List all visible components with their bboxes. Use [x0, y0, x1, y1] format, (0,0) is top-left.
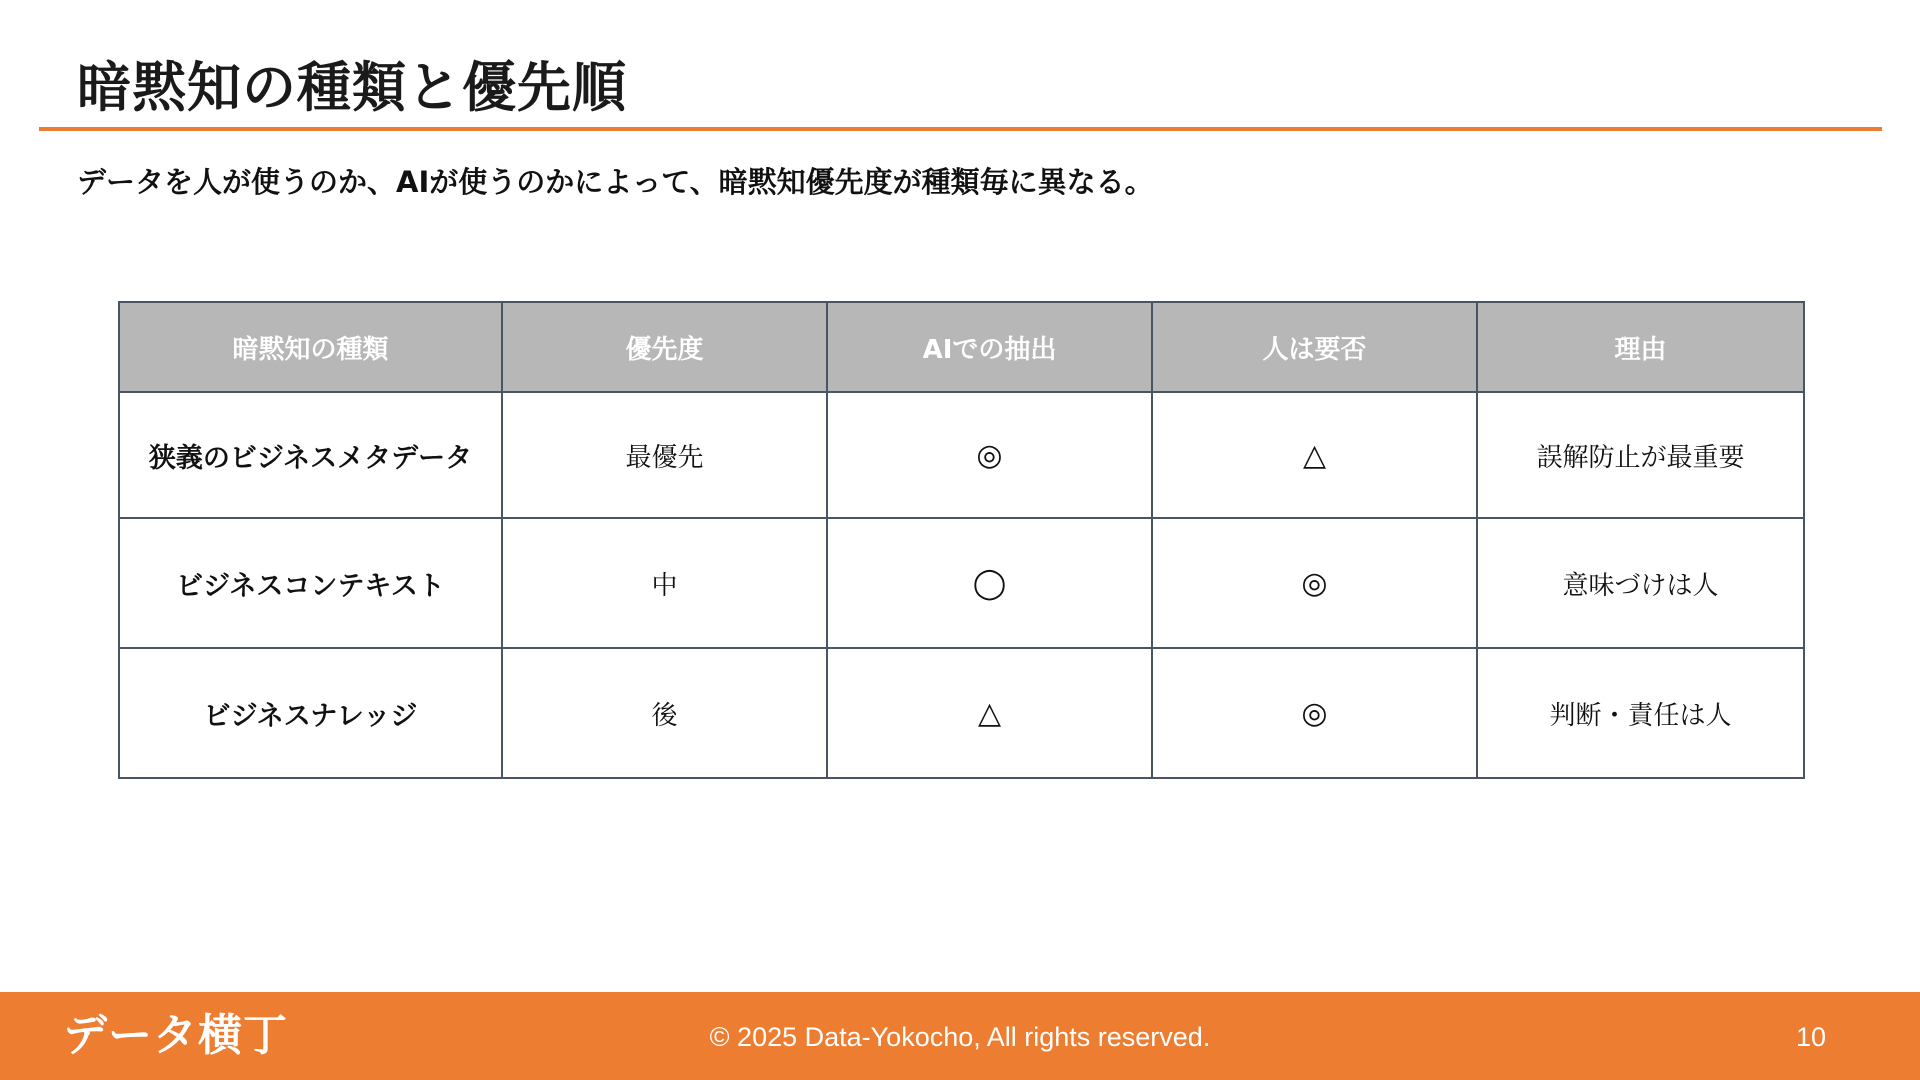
reason-cell: 判断・責任は人	[1477, 648, 1804, 778]
row-label: ビジネスナレッジ	[119, 648, 502, 778]
header-cell-priority: 優先度	[502, 302, 827, 392]
header-cell-ai-extraction: AIでの抽出	[827, 302, 1152, 392]
priority-table	[118, 301, 1805, 779]
priority-cell: 後	[502, 648, 827, 778]
priority-cell: 最優先	[502, 392, 827, 518]
row-label: 狭義のビジネスメタデータ	[119, 392, 502, 518]
page-number: 10	[1795, 1022, 1826, 1052]
footer-logo: データ横丁	[63, 1010, 288, 1061]
human-need-cell: ◎	[1152, 648, 1477, 778]
reason-cell: 意味づけは人	[1477, 518, 1804, 648]
header-cell-reason: 理由	[1477, 302, 1804, 392]
human-need-cell: ◎	[1152, 518, 1477, 648]
table-row	[119, 392, 1804, 518]
ai-extraction-cell: ◯	[827, 518, 1152, 648]
ai-extraction-cell: ◎	[827, 392, 1152, 518]
title-underline	[39, 127, 1882, 131]
table-row	[119, 518, 1804, 648]
row-label: ビジネスコンテキスト	[119, 518, 502, 648]
header-cell-human-need: 人は要否	[1152, 302, 1477, 392]
priority-table-container	[118, 301, 1803, 779]
footer-bar	[0, 992, 1920, 1080]
slide-title: 暗黙知の種類と優先順	[77, 56, 627, 119]
slide-subtitle: データを人が使うのか、AIが使うのかによって、暗黙知優先度が種類毎に異なる。	[77, 165, 1154, 199]
table-row	[119, 648, 1804, 778]
table-header-row	[119, 302, 1804, 392]
ai-extraction-cell: △	[827, 648, 1152, 778]
header-cell-type: 暗黙知の種類	[119, 302, 502, 392]
human-need-cell: △	[1152, 392, 1477, 518]
priority-cell: 中	[502, 518, 827, 648]
footer-copyright: © 2025 Data-Yokocho, All rights reserved.	[709, 1022, 1211, 1052]
reason-cell: 誤解防止が最重要	[1477, 392, 1804, 518]
